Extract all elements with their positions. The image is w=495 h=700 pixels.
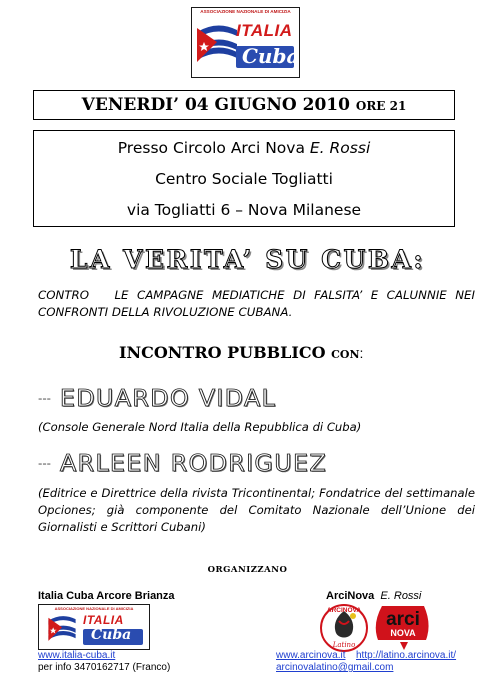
organizer-right-name <box>326 590 421 602</box>
arci-nova-logo <box>370 604 436 652</box>
cuba-flag-icon <box>195 18 239 68</box>
organizer-left-name: Italia Cuba Arcore Brianza <box>38 590 175 602</box>
speaker-name-2-text: ARLEEN RODRIGUEZ <box>59 450 327 477</box>
headline: LA VERITA’ SU CUBA: <box>69 245 426 274</box>
venue-circolo-name: E. Rossi <box>309 139 371 157</box>
arcinova-latino-logo <box>319 603 369 653</box>
subtitle: CONTRO LE CAMPAGNE MEDIATICHE DI FALSITA’ E CALUNNIE NEI CONFRONTI DELLA RIVOLUZIONE CUBANA. <box>38 288 479 319</box>
logo-italia-text: ITALIA <box>236 21 293 40</box>
logo-small-cuba-text: Cuba <box>91 627 132 643</box>
meeting-with: CON <box>331 348 360 361</box>
venue-box <box>33 130 455 227</box>
organizer-right-name-italic: E. Rossi <box>380 590 422 602</box>
organizer-left-info: per info 3470162717 (Franco) <box>38 662 171 673</box>
arcinova-email-link[interactable]: arcinovalatino@gmail.com <box>276 662 394 673</box>
arci-logo-bottom-text: NOVA <box>390 628 416 638</box>
speaker-dash-1: --- <box>38 391 51 405</box>
latino-arcinova-link[interactable]: http://latino.arcinova.it/ <box>356 650 457 661</box>
event-date: VENERDI’ 04 GIUGNO 2010 <box>81 95 350 115</box>
speaker-name-1 <box>38 385 276 412</box>
arcinova-latino-top-text: ARCINOVA <box>326 607 362 614</box>
meeting-heading <box>119 343 363 362</box>
speaker-name-2 <box>38 450 327 477</box>
venue-circolo: Presso Circolo Arci Nova <box>117 139 310 157</box>
italia-cuba-website-link[interactable]: www.italia-cuba.it <box>38 650 116 661</box>
logo-association-text: ASSOCIAZIONE NAZIONALE DI AMICIZIA <box>200 9 291 14</box>
speaker-dash-2: --- <box>38 456 51 470</box>
italia-cuba-logo-small <box>38 604 150 650</box>
meeting-colon: : <box>359 345 364 361</box>
arcinova-latino-bottom-text: Latino <box>332 641 356 649</box>
organizers-heading: ORGANIZZANO <box>207 565 288 575</box>
event-time: ORE 21 <box>355 99 407 113</box>
logo-small-italia-text: ITALIA <box>83 613 124 627</box>
meeting-label: INCONTRO PUBBLICO <box>119 343 326 362</box>
speaker-role-1: (Console Generale Nord Italia della Repubblica di Cuba) <box>38 420 362 434</box>
speaker-role-2: (Editrice e Direttrice della rivista Tricontinental; Fondatrice del settimanale Opciones; già componente del Comitato Nazionale dell’Unione dei Giornalisti e Scrittori Cubani) <box>38 486 475 534</box>
event-date-box <box>33 90 455 120</box>
venue-line-1 <box>34 133 454 164</box>
speaker-name-1-text: EDUARDO VIDAL <box>59 385 277 412</box>
organizer-right-name-bold: ArciNova <box>326 590 375 602</box>
italia-cuba-logo <box>191 7 300 78</box>
venue-line-3: via Togliatti 6 – Nova Milanese <box>126 201 362 219</box>
logo-small-association-text: ASSOCIAZIONE NAZIONALE DI AMICIZIA <box>54 606 134 611</box>
logo-cuba-text: Cuba <box>242 44 300 68</box>
venue-line-2: Centro Sociale Togliatti <box>155 170 333 188</box>
cuba-flag-small-icon <box>42 611 82 645</box>
arci-logo-top-text: arci <box>386 609 420 630</box>
arcinova-website-link[interactable]: www.arcinova.it <box>276 650 346 661</box>
